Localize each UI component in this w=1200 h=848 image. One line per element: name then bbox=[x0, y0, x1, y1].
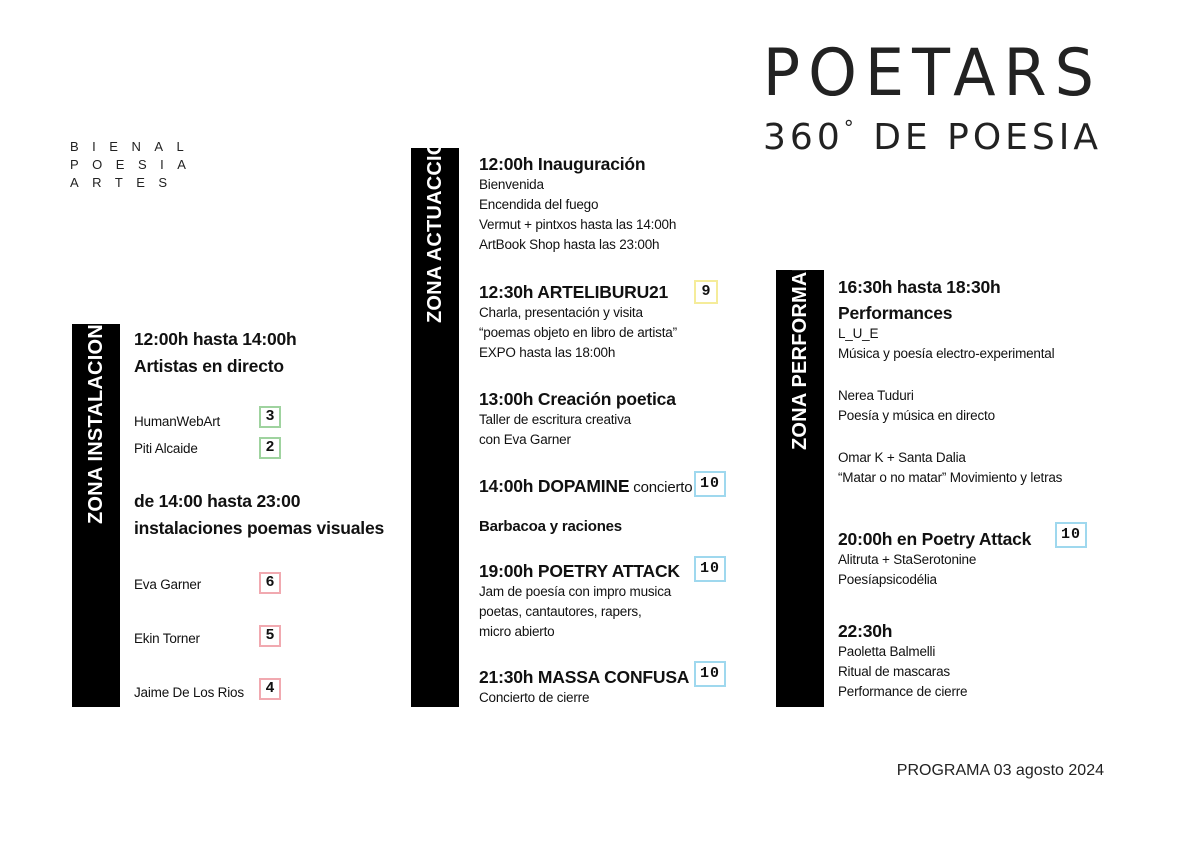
map-number-badge: 6 bbox=[259, 572, 281, 594]
program-date: PROGRAMA 03 agosto 2024 bbox=[896, 762, 1104, 779]
zona-actuaciones-label: ZONA ACTUACCIONES bbox=[424, 97, 446, 323]
artist-name: Eva Garner bbox=[134, 577, 202, 592]
perf-line: Poesíapsicodélia bbox=[838, 572, 937, 587]
zona-actuaciones-bar bbox=[411, 97, 459, 707]
perf-time: 16:30h hasta 18:30h bbox=[838, 277, 1001, 297]
event-title: 13:00h Creación poetica bbox=[479, 389, 676, 409]
event-poetry-attack bbox=[479, 560, 680, 642]
event-line: Vermut + pintxos hasta las 14:00h bbox=[479, 217, 677, 232]
map-number-badge: 9 bbox=[694, 280, 718, 304]
event-title: 19:00h POETRY ATTACK bbox=[479, 561, 680, 581]
artist-name: Piti Alcaide bbox=[134, 441, 198, 456]
event-suffix: concierto bbox=[629, 479, 693, 496]
instalaciones-s2 bbox=[134, 490, 384, 539]
page-title: POETARS bbox=[762, 34, 1102, 111]
event-line: Encendida del fuego bbox=[479, 197, 599, 212]
zona-performances-label: ZONA PERFORMANCES bbox=[789, 215, 811, 450]
map-number-badge: 10 bbox=[694, 661, 726, 687]
perf-line: Nerea Tuduri bbox=[838, 388, 914, 403]
perf-line: Ritual de mascaras bbox=[838, 664, 950, 679]
zona-instalaciones-bar bbox=[72, 297, 120, 707]
perf-block-3 bbox=[838, 620, 967, 702]
event-massa-confusa bbox=[479, 666, 689, 708]
perf-title: 20:00h en Poetry Attack bbox=[838, 529, 1032, 549]
event-line: Jam de poesía con impro musica bbox=[479, 584, 672, 599]
event-arteliburu bbox=[479, 281, 677, 363]
event-line: con Eva Garner bbox=[479, 432, 571, 447]
bienal-logo-text: BIENAL POESIA ARTES bbox=[70, 139, 200, 190]
map-number-badge: 4 bbox=[259, 678, 281, 700]
map-number-badge: 2 bbox=[259, 437, 281, 459]
event-line: ArtBook Shop hasta las 23:00h bbox=[479, 237, 660, 252]
page-subtitle: 360° DE POESIA bbox=[763, 116, 1102, 158]
perf-line: Performance de cierre bbox=[838, 684, 968, 699]
instalaciones-section bbox=[134, 328, 297, 377]
map-number-badge: 3 bbox=[259, 406, 281, 428]
perf-line: L_U_E bbox=[838, 326, 879, 341]
perf-block-2 bbox=[838, 528, 1031, 590]
perf-block-1 bbox=[838, 276, 1062, 488]
event-inauguracion bbox=[479, 153, 676, 255]
instalaciones-s1-title: Artistas en directo bbox=[134, 356, 284, 376]
perf-line: Omar K + Santa Dalia bbox=[838, 450, 966, 465]
instalaciones-s2-title: instalaciones poemas visuales bbox=[134, 518, 385, 538]
artist-name: Jaime De Los Rios bbox=[134, 685, 244, 700]
perf-line: “Matar o no matar” Movimiento y letras bbox=[838, 470, 1063, 485]
perf-title: Performances bbox=[838, 303, 953, 323]
instalaciones-s2-time: de 14:00 hasta 23:00 bbox=[134, 491, 301, 511]
event-creacion bbox=[479, 388, 676, 450]
event-dopamine bbox=[479, 475, 692, 498]
event-barbacoa: Barbacoa y raciones bbox=[479, 518, 622, 535]
artist-name: HumanWebArt bbox=[134, 414, 221, 429]
perf-title: 22:30h bbox=[838, 621, 893, 641]
zona-performances-bar bbox=[776, 215, 824, 707]
event-line: Bienvenida bbox=[479, 177, 544, 192]
map-number-badge: 10 bbox=[694, 556, 726, 582]
map-number-badge: 5 bbox=[259, 625, 281, 647]
perf-line: Música y poesía electro-experimental bbox=[838, 346, 1055, 361]
event-line: Taller de escritura creativa bbox=[479, 412, 631, 427]
event-line: EXPO hasta las 18:00h bbox=[479, 345, 616, 360]
perf-line: Alitruta + StaSerotonine bbox=[838, 552, 977, 567]
instalaciones-s1-time: 12:00h hasta 14:00h bbox=[134, 329, 297, 349]
map-number-badge: 10 bbox=[694, 471, 726, 497]
event-line: Concierto de cierre bbox=[479, 690, 590, 705]
event-title: 12:00h Inauguración bbox=[479, 154, 646, 174]
perf-line: Poesía y música en directo bbox=[838, 408, 995, 423]
event-line: poetas, cantautores, rapers, bbox=[479, 604, 642, 619]
zona-instalaciones-label: ZONA INSTALACIONES bbox=[85, 297, 107, 524]
event-title: 14:00h DOPAMINE bbox=[479, 476, 630, 496]
event-line: Charla, presentación y visita bbox=[479, 305, 643, 320]
perf-line: Paoletta Balmelli bbox=[838, 644, 936, 659]
event-title: 21:30h MASSA CONFUSA bbox=[479, 667, 690, 687]
event-line: “poemas objeto en libro de artista” bbox=[479, 325, 677, 340]
artist-name: Ekin Torner bbox=[134, 631, 200, 646]
map-number-badge: 10 bbox=[1055, 522, 1087, 548]
event-title: 12:30h ARTELIBURU21 bbox=[479, 282, 669, 302]
event-line: micro abierto bbox=[479, 624, 555, 639]
